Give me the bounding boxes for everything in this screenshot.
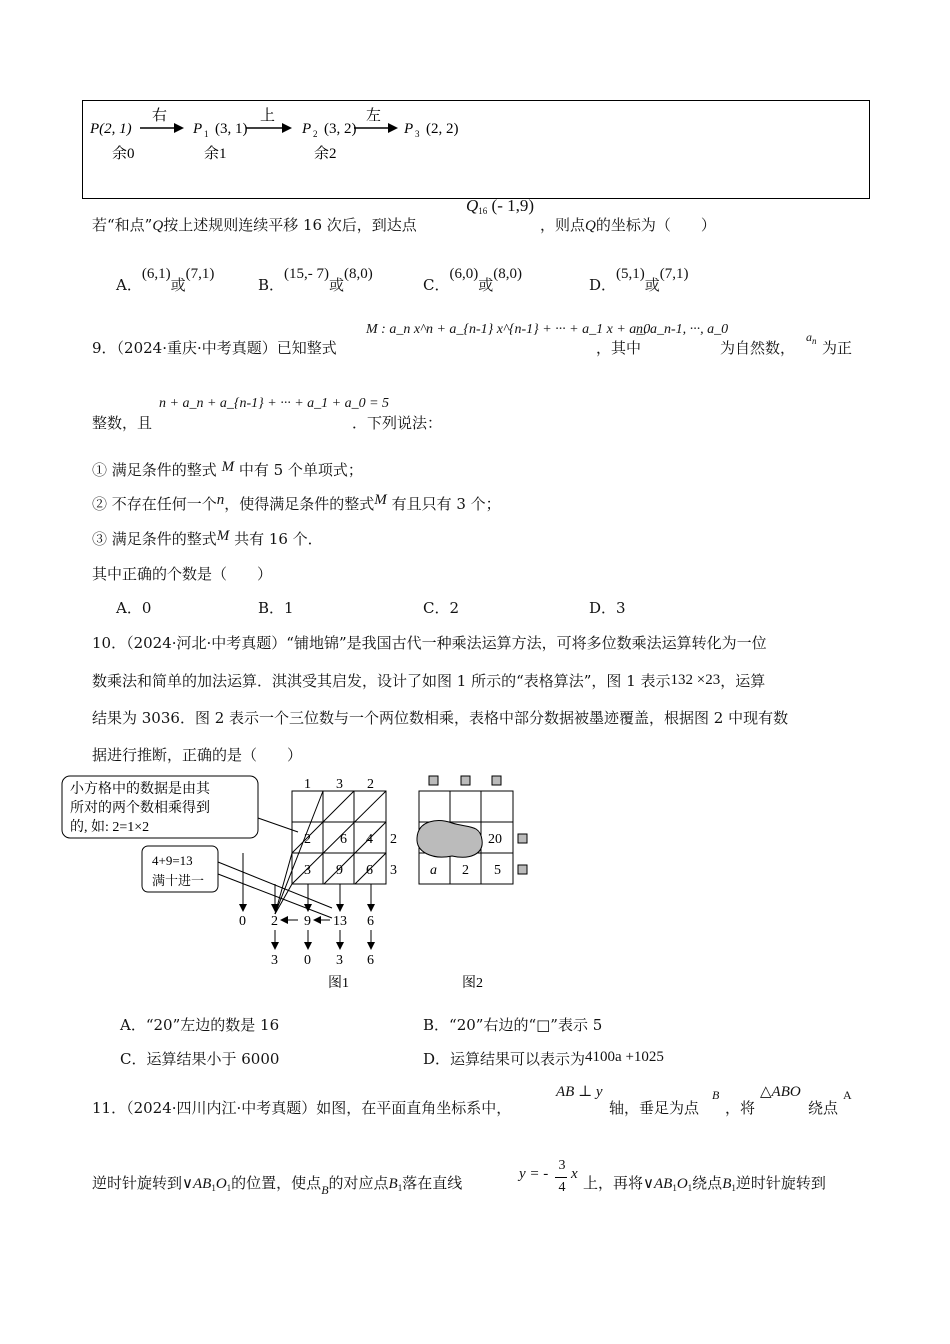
q9-vars: n, a_n-1, ···, a_0 [636,322,729,337]
p2-remainder: 余2 [314,146,337,162]
fig2-hidden-top-1 [429,776,438,785]
q9-option-c[interactable]: C．2 [423,599,460,617]
arrow-2-head [282,123,292,133]
fig1-cell-3: 4 [366,832,373,847]
fig1-sum-5: 6 [367,914,374,929]
q9-polynomial: M : a_n x^n + a_{n-1} x^{n-1} + ··· + a_1 x + a_0 [366,322,651,337]
arrow-left-label: 左 [366,108,382,124]
fig1-top-2: 3 [336,777,343,792]
p1-remainder: 余1 [204,146,227,162]
q10-option-c[interactable]: C．运算结果小于 6000 [120,1050,280,1068]
callout-2-line1: 4+9=13 [152,853,193,868]
q8-stem-end: ，则点Q的坐标为（ ） [540,216,716,234]
arrow-up-label: 上 [260,108,276,124]
fig2-ink-blot [417,821,482,858]
fig2-hidden-top-2 [461,776,470,785]
fig2-hidden-top-3 [492,776,501,785]
q9-natural: 为自然数， [720,339,796,357]
fig1-sum-1: 0 [239,914,246,929]
q10-option-d[interactable]: D．运算结果可以表示为4100a +1025 [423,1049,664,1068]
p3-sub: 3 [415,129,420,139]
fig1-result-3: 3 [336,953,343,968]
q10-figures [60,768,560,998]
q10-line1: 10．（2024·河北·中考真题）“铺地锦”是我国古代一种乘法运算方法，可将多位数乘法运算转化为一位 [92,634,767,652]
q8-option-d[interactable]: D．(5,1)或(7,1) [589,266,689,294]
p3-name: P [404,121,414,137]
p2-coord: (3, 2) [324,121,357,137]
q11-line2-end: 上，再将$\vee AB_1O_1$绕点$B_1$逆时针旋转到 [583,1174,826,1193]
fig1-sum-4: 13 [333,914,347,929]
q9-mid: ，其中 [596,339,642,357]
p2-sub: 2 [313,129,318,139]
q11-line1: 11．（2024·四川内江·中考真题）如图，在平面直角坐标系中， [92,1099,512,1117]
q11-point-b: B [712,1088,720,1102]
fig1-result-4: 6 [367,953,374,968]
p2-name: P [302,121,312,137]
q9-statement-3: ③ 满足条件的整式M 共有 16 个． [92,528,323,548]
q8-option-b[interactable]: B．(15,- 7)或(8,0) [258,266,373,294]
q10-line4: 据进行推断，正确的是（ ） [92,746,303,764]
q10-option-b[interactable]: B．“20”右边的“□”表示 5 [423,1016,603,1034]
fig2-cell-a: a [430,863,437,878]
q11-around: 绕点 [808,1099,839,1117]
fig1-top-3: 2 [367,777,374,792]
q11-ab-perp: AB ⊥ y [556,1084,603,1100]
fig1-right-2: 3 [390,863,397,878]
p1-sub: 1 [204,129,209,139]
fig2-hidden-right-1 [518,834,527,843]
q9-statement-1: ① 满足条件的整式 M 中有 5 个单项式； [92,459,363,479]
fig1-sum-2: 2 [271,914,278,929]
q9-stem: 9．（2024·重庆·中考真题）已知整式 [92,339,337,357]
q9-option-b[interactable]: B．1 [258,599,294,617]
q11-fraction-bar [555,1177,567,1178]
fig1-cell-4: 3 [304,863,311,878]
q9-ask: 其中正确的个数是（ ） [92,565,273,583]
q11-equation-y: y = - [519,1166,549,1182]
q11-fraction-numerator: 3 [558,1158,566,1173]
q9-line2-end: ．下列说法： [352,414,443,432]
callout-1-line3: 的, 如: 2=1×2 [70,820,150,835]
arrow-3-head [388,123,398,133]
q8-option-c[interactable]: C．(6,0)或(8,0) [423,266,522,294]
p3-coord: (2, 2) [426,121,459,137]
fig2-cell-20: 20 [488,832,502,847]
fig1-cell-6: 6 [366,863,373,878]
q11-point-a: A [843,1088,852,1102]
q9-condition: n + a_n + a_{n-1} + ··· + a_1 + a_0 = 5 [159,396,390,411]
fig1-cell-5: 9 [336,863,343,878]
fig1-sum-3: 9 [304,914,311,929]
fig1-cell-2: 6 [340,832,347,847]
fig1-right-1: 2 [390,832,397,847]
q11-line2: 逆时针旋转到$\vee AB_1O_1$的位置，使点$_B$的对应点$B_1$落在直线 [92,1174,463,1197]
fig1-caption: 图1 [328,976,349,991]
q11-fraction-denominator: 4 [558,1180,566,1195]
q8-stem: 若“和点”Q按上述规则连续平移 16 次后，到达点 [92,216,417,234]
fig1-cell-1: 2 [304,832,311,847]
q9-option-a[interactable]: A．0 [116,599,152,617]
p1-name: P [193,121,203,137]
fig2-cell-5: 5 [494,863,501,878]
fig2-hidden-right-2 [518,865,527,874]
fig2-caption: 图2 [462,976,483,991]
p-remainder: 余0 [112,146,135,162]
fig2-cell-2: 2 [462,863,469,878]
rule-flow-diagram [82,100,868,197]
q11-triangle-abo: △ABO [760,1084,801,1100]
callout-2-line2: 满十进一 [152,873,205,888]
q9-line2: 整数，且 [92,414,153,432]
arrow-1-head [174,123,184,133]
p1-coord: (3, 1) [215,121,248,137]
q10-line2: 数乘法和简单的加法运算．淇淇受其启发，设计了如图 1 所示的“表格算法”，图 1 表示132 ×23，运算 [92,672,766,690]
q9-positive: 为正 [822,339,853,357]
q11-rotate: ，将 [725,1099,756,1117]
q8-option-a[interactable]: A．(6,1)或(7,1) [116,266,215,294]
q11-equation-x: x [571,1166,578,1182]
callout-1-line1: 小方格中的数据是由其 [70,782,210,797]
arrow-right-label: 右 [152,108,168,124]
q10-option-a[interactable]: A．“20”左边的数是 16 [120,1016,280,1034]
q9-an: $a_n$ [806,330,817,346]
q9-option-d[interactable]: D．3 [589,599,626,617]
fig1-top-1: 1 [304,777,311,792]
fig1-result-2: 0 [304,953,311,968]
fig1-result-1: 3 [271,953,278,968]
callout-1-line2: 所对的两个数相乘得到 [70,801,210,816]
q11-axis-foot: 轴，垂足为点 [609,1099,700,1117]
q16-point: $Q_{16}$ (- 1,9) [466,196,535,216]
q10-line3: 结果为 3036．图 2 表示一个三位数与一个两位数相乘，表格中部分数据被墨迹覆盖，根据图 2 中现有数 [92,709,789,727]
q9-statement-2: ② 不存在任何一个n，使得满足条件的整式M 有且只有 3 个； [92,492,501,513]
p-label: P(2, 1) [90,121,132,137]
